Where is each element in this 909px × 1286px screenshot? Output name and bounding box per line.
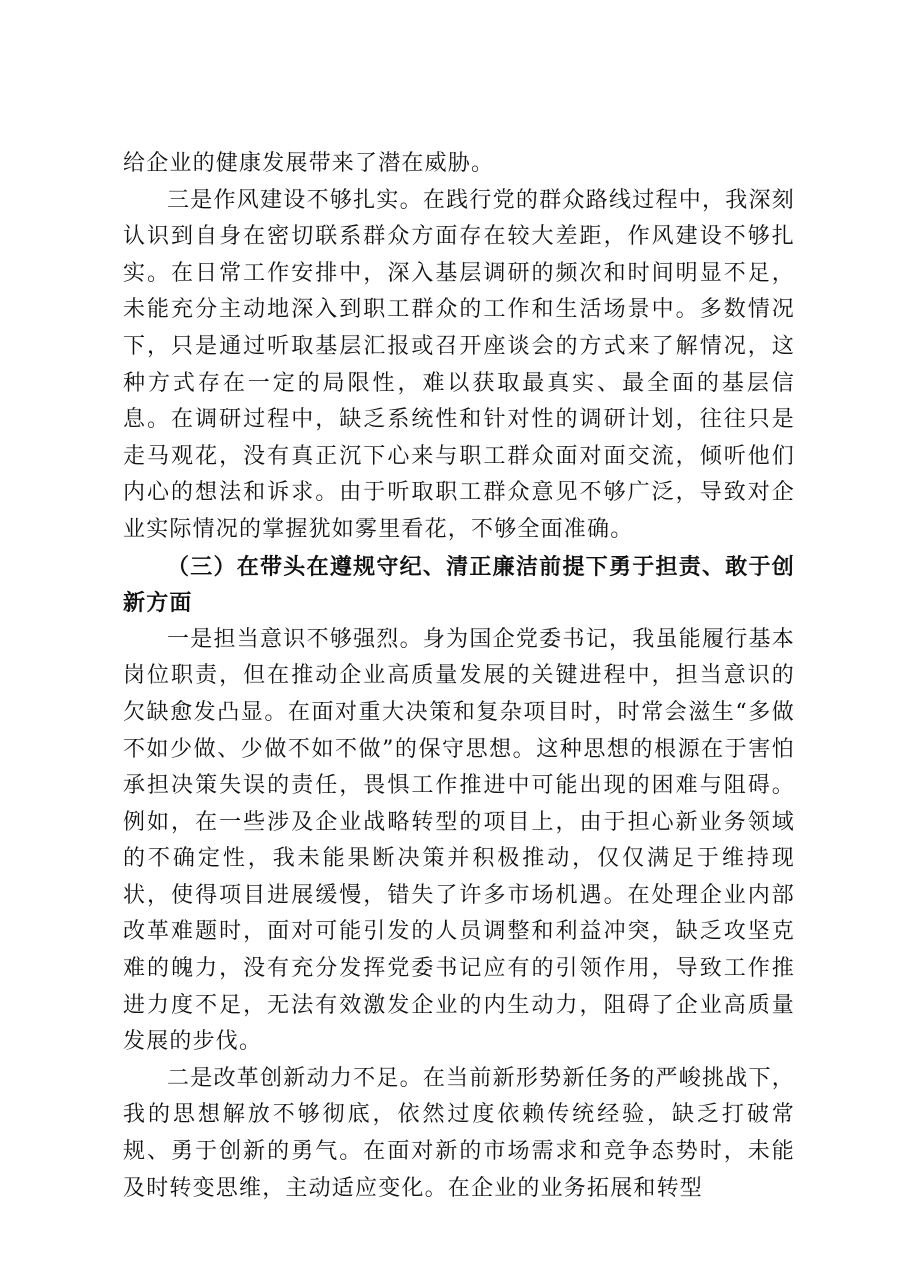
document-page bbox=[123, 146, 795, 1207]
section-heading-three: （三）在带头在遵规守纪、清正廉洁前提下勇于担责、敢于创新方面 bbox=[123, 553, 795, 617]
paragraph-innovation: 二是改革创新动力不足。在当前新形势新任务的严峻挑战下，我的思想解放不够彻底，依然过度依赖传统经验，缺乏打破常规、勇于创新的勇气。在面对新的市场需求和竞争态势时，未能及时转变思维，主动适应变化。在企业的业务拓展和转型 bbox=[123, 1065, 795, 1201]
paragraph-work-style: 三是作风建设不够扎实。在践行党的群众路线过程中，我深刻认识到自身在密切联系群众方面存在较大差距，作风建设不够扎实。在日常工作安排中，深入基层调研的频次和时间明显不足，未能充分主动地深入到职工群众的工作和生活场景中。多数情况下，只是通过听取基层汇报或召开座谈会的方式来了解情况，这种方式存在一定的局限性，难以获取最真实、最全面的基层信息。在调研过程中，缺乏系统性和针对性的调研计划，往往只是走马观花，没有真正沉下心来与职工群众面对面交流，倾听他们内心的想法和诉求。由于听取职工群众意见不够广泛，导致对企业实际情况的掌握犹如雾里看花，不够全面准确。 bbox=[123, 187, 795, 542]
paragraph-responsibility: 一是担当意识不够强烈。身为国企党委书记，我虽能履行基本岗位职责，但在推动企业高质量发展的关键进程中，担当意识的欠缺愈发凸显。在面对重大决策和复杂项目时，时常会滋生“多做不如少做、少做不如不做”的保守思想。这种思想的根源在于害怕承担决策失误的责任，畏惧工作推进中可能出现的困难与阻碍。例如，在一些涉及企业战略转型的项目上，由于担心新业务领域的不确定性，我未能果断决策并积极推动，仅仅满足于维持现状，使得项目进展缓慢，错失了许多市场机遇。在处理企业内部改革难题时，面对可能引发的人员调整和利益冲突，缺乏攻坚克难的魄力，没有充分发挥党委书记应有的引领作用，导致工作推进力度不足，无法有效激发企业的内生动力，阻碍了企业高质量发展的步伐。 bbox=[123, 626, 795, 1055]
paragraph-continuation: 给企业的健康发展带来了潜在威胁。 bbox=[123, 151, 495, 176]
